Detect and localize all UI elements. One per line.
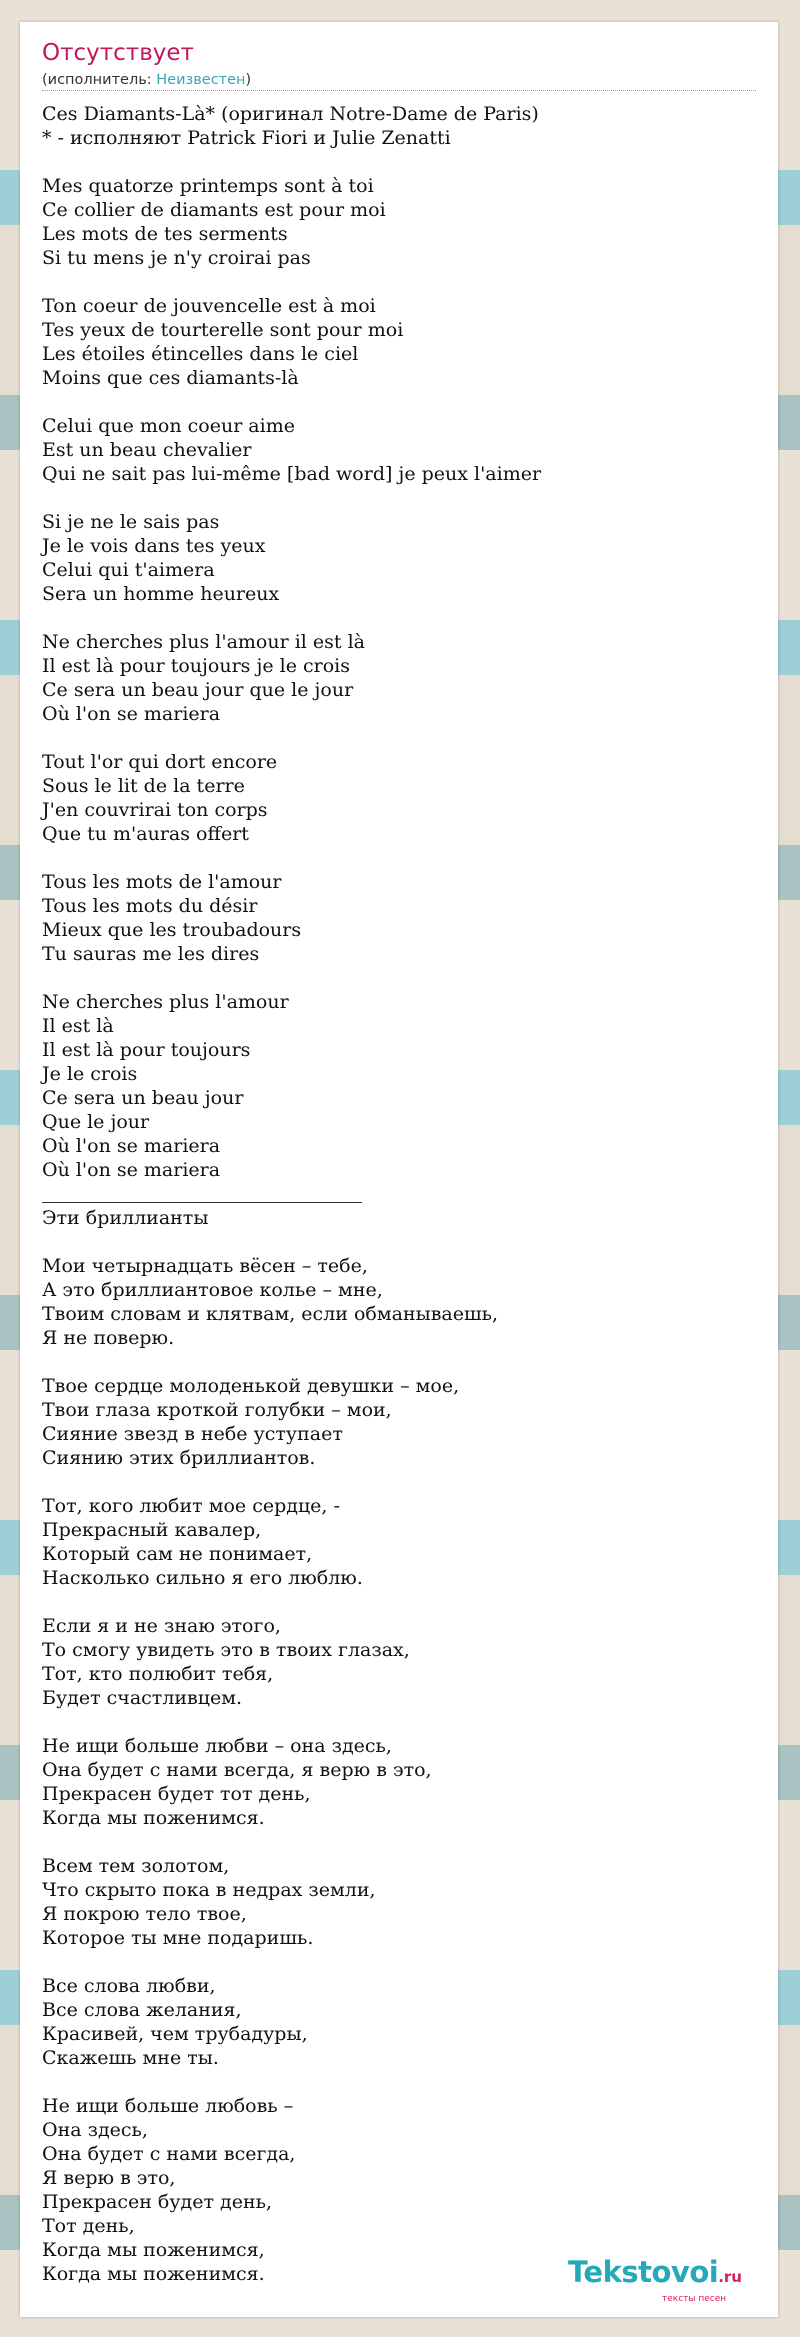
lyrics-sheet [20,22,778,2317]
lyric-line: Сиянию этих бриллиантов. [42,1447,316,1469]
lyric-line: Когда мы поженимся. [42,1807,265,1829]
lyric-line: Когда мы поженимся, [42,2239,265,2261]
lyric-line: * - исполняют Patrick Fiori и Julie Zenatti [42,127,451,149]
lyric-line: Celui qui t'aimera [42,559,215,581]
blank-line [42,726,762,750]
lyric-line: А это бриллиантовое колье – мне, [42,1279,383,1301]
lyric-line: J'en couvrirai ton corps [42,799,268,821]
lyrics-translation [42,1206,762,2286]
lyrics-original [42,102,762,1206]
artist-prefix: (исполнитель: [42,72,157,88]
lyric-line: Qui ne sait pas lui-même [bad word] je peux l'aimer [42,463,542,485]
lyric-line: Я покрою тело твое, [42,1903,247,1925]
lyric-line: Il est là [42,1015,114,1037]
lyric-line: Мои четырнадцать вёсен – тебе, [42,1255,368,1277]
lyric-line: Который сам не понимает, [42,1543,313,1565]
blank-line [42,2070,762,2094]
lyric-line: Что скрыто пока в недрах земли, [42,1879,376,1901]
blank-line [42,1710,762,1734]
lyric-line: Тот день, [42,2215,135,2237]
blank-line [42,966,762,990]
lyric-line: Она здесь, [42,2119,148,2141]
lyric-line: Où l'on se mariera [42,1135,221,1157]
lyric-line: Où l'on se mariera [42,1159,221,1181]
lyric-line: Сияние звезд в небе уступает [42,1423,343,1445]
lyric-line: Tous les mots du désir [42,895,258,917]
lyric-line: Не ищи больше любовь – [42,2095,294,2117]
blank-line [42,150,762,174]
lyric-line: Mes quatorze printemps sont à toi [42,175,374,197]
lyric-line: Я не поверю. [42,1327,175,1349]
lyric-line: Est un beau chevalier [42,439,252,461]
lyric-line: Ces Diamants-Là* (оригинал Notre-Dame de Paris) [42,103,539,125]
lyric-line: Она будет с нами всегда, [42,2143,296,2165]
lyric-line: Si je ne le sais pas [42,511,220,533]
lyric-line: Celui que mon coeur aime [42,415,295,437]
lyric-line: То смогу увидеть это в твоих глазах, [42,1639,410,1661]
lyric-line: Les mots de tes serments [42,223,288,245]
lyric-line: Ce sera un beau jour que le jour [42,679,354,701]
lyric-line: Прекрасен будет тот день, [42,1783,311,1805]
lyric-line: Mieux que les troubadours [42,919,302,941]
lyric-line: Твоим словам и клятвам, если обманываешь, [42,1303,499,1325]
lyric-line: Всем тем золотом, [42,1855,230,1877]
lyric-line: Красивей, чем трубадуры, [42,2023,308,2045]
lyric-line: Il est là pour toujours [42,1039,251,1061]
lyric-line: Ce collier de diamants est pour moi [42,199,386,221]
lyric-line: Que le jour [42,1111,150,1133]
lyric-line: Я верю в это, [42,2167,176,2189]
lyric-line: Que tu m'auras offert [42,823,249,845]
lyric-line: Насколько сильно я его люблю. [42,1567,363,1589]
song-title: Отсутствует [42,40,194,66]
blank-line [42,270,762,294]
lyric-line: Tous les mots de l'amour [42,871,282,893]
lyric-line: Où l'on se mariera [42,703,221,725]
lyric-line: Sous le lit de la terre [42,775,245,797]
lyric-line: Будет счастливцем. [42,1687,243,1709]
lyric-line: Твои глаза кроткой голубки – мои, [42,1399,392,1421]
lyric-line: Ton coeur de jouvencelle est à moi [42,295,376,317]
lyric-line: Ne cherches plus l'amour il est là [42,631,365,653]
logo-wordmark [568,2255,742,2289]
blank-line [42,1830,762,1854]
blank-line [42,1230,762,1254]
blank-line [42,486,762,510]
lyric-line: Sera un homme heureux [42,583,280,605]
lyric-line: Твое сердце молоденькой девушки – мое, [42,1375,460,1397]
lyric-line: Которое ты мне подаришь. [42,1927,314,1949]
artist-line [42,72,251,89]
logo-tagline: тексты песен [662,2294,727,2304]
site-logo[interactable] [568,2255,768,2308]
translation-separator [42,1202,362,1203]
artist-link[interactable]: Неизвестен [156,72,246,88]
blank-line [42,390,762,414]
blank-line [42,846,762,870]
logo-name: Tekstovoi [568,2255,719,2289]
lyric-line: Les étoiles étincelles dans le ciel [42,343,359,365]
blank-line [42,1470,762,1494]
lyric-line: Moins que ces diamants-là [42,367,299,389]
lyric-line: Она будет с нами всегда, я верю в это, [42,1759,432,1781]
lyric-line: Все слова любви, [42,1975,216,1997]
lyric-line: Прекрасный кавалер, [42,1519,262,1541]
lyric-line: Tes yeux de tourterelle sont pour moi [42,319,404,341]
lyric-line: Ce sera un beau jour [42,1087,244,1109]
lyric-line: Tu sauras me les dires [42,943,260,965]
lyric-line: Тот, кого любит мое сердце, - [42,1495,340,1517]
lyric-line: Все слова желания, [42,1999,242,2021]
lyric-line: Ne cherches plus l'amour [42,991,289,1013]
header-divider [42,90,756,91]
lyric-line: Je le crois [42,1063,138,1085]
logo-tld: .ru [718,2268,742,2286]
lyric-line: Il est là pour toujours je le crois [42,655,350,677]
lyric-line: Эти бриллианты [42,1207,209,1229]
lyric-line: Если я и не знаю этого, [42,1615,281,1637]
lyric-line: Тот, кто полюбит тебя, [42,1663,274,1685]
blank-line [42,1950,762,1974]
blank-line [42,1590,762,1614]
lyric-line: Скажешь мне ты. [42,2047,219,2069]
blank-line [42,606,762,630]
lyric-line: Прекрасен будет день, [42,2191,273,2213]
lyric-line: Tout l'or qui dort encore [42,751,278,773]
artist-suffix: ) [245,72,252,88]
lyric-line: Je le vois dans tes yeux [42,535,266,557]
lyric-line: Si tu mens je n'y croirai pas [42,247,311,269]
lyric-line: Когда мы поженимся. [42,2263,265,2285]
blank-line [42,1350,762,1374]
lyrics-body [42,102,762,2286]
lyric-line: Не ищи больше любви – она здесь, [42,1735,392,1757]
